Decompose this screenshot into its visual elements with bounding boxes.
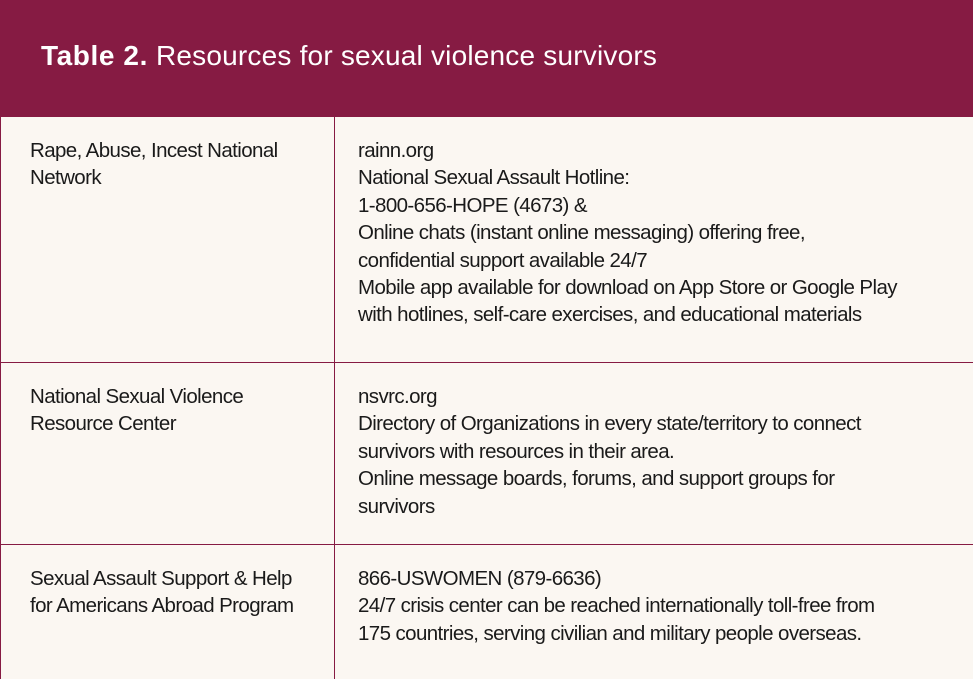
table-label: Table 2. [41,40,148,71]
text-line: Online chats (instant online messaging) offering free, [358,221,805,245]
organization-info [358,565,968,647]
phone-number: 1-800-656-HOPE (4673) & [358,193,587,217]
table-title [41,40,657,72]
text-line: Mobile app available for download on App Store or Google Play [358,276,897,300]
table-row [1,117,973,363]
table-header [0,0,973,117]
text-line: Directory of Organizations in every state/territory to connect [358,412,861,436]
text-line: with hotlines, self-care exercises, and educational materials [358,303,862,327]
text-line: Network [30,166,101,190]
table-row [1,363,973,545]
text-line: Online message boards, forums, and support groups for [358,467,835,491]
column-divider [334,117,335,679]
text-line: for Americans Abroad Program [30,594,294,618]
text-line: National Sexual Violence [30,385,244,408]
organization-info [358,383,968,520]
organization-info [358,137,968,329]
text-line: 24/7 crisis center can be reached internationally toll-free from [358,594,875,618]
text-line: confidential support available 24/7 [358,248,647,272]
text-line: Sexual Assault Support & Help [30,567,292,590]
organization-name [30,137,330,192]
organization-name [30,565,330,620]
website-link[interactable]: rainn.org [358,139,434,162]
website-link[interactable]: nsvrc.org [358,385,437,408]
phone-number: 866-USWOMEN (879-6636) [358,567,602,590]
text-line: Rape, Abuse, Incest National [30,139,278,162]
text-line: National Sexual Assault Hotline: [358,166,630,190]
text-line: survivors [358,494,435,518]
organization-name [30,383,330,438]
table-title-text: Resources for sexual violence survivors [155,40,658,71]
text-line: survivors with resources in their area. [358,439,675,463]
table-row [1,545,973,679]
text-line: 175 countries, serving civilian and military people overseas. [358,621,862,645]
resources-table [0,117,973,679]
text-line: Resource Center [30,412,176,436]
